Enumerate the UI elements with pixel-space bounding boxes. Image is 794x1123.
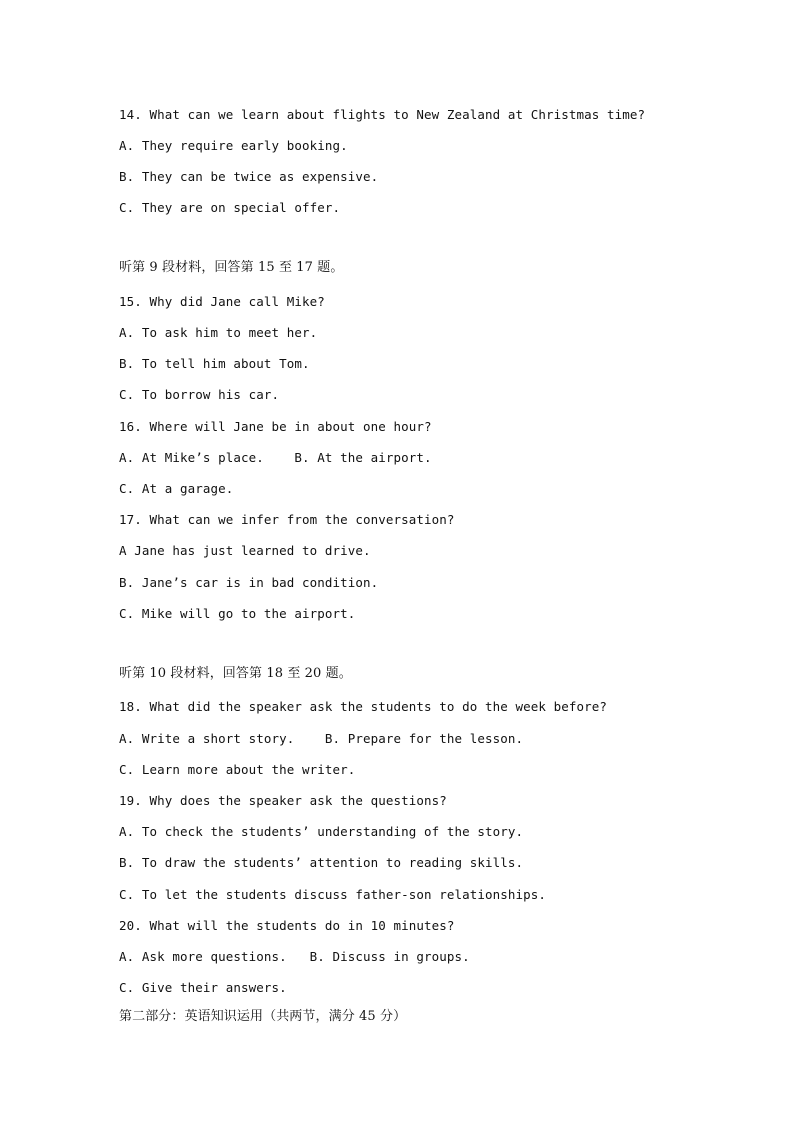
- q20-question: 20. What will the students do in 10 minutes?: [119, 918, 455, 933]
- q14-option-b: B. They can be twice as expensive.: [119, 169, 379, 184]
- q17-question: 17. What can we infer from the conversation?: [119, 512, 455, 527]
- q14-option-a: A. They require early booking.: [119, 138, 348, 153]
- q18-question: 18. What did the speaker ask the students to do the week before?: [119, 699, 608, 714]
- q16-option-c: C. At a garage.: [119, 481, 234, 496]
- q18-option-c: C. Learn more about the writer.: [119, 762, 356, 777]
- q20-options-ab: A. Ask more questions. B. Discuss in groups.: [119, 949, 470, 964]
- q15-option-a: A. To ask him to meet her.: [119, 325, 318, 340]
- q14-question: 14. What can we learn about flights to New Zealand at Christmas time?: [119, 107, 646, 122]
- q15-option-b: B. To tell him about Tom.: [119, 356, 310, 371]
- q16-question: 16. Where will Jane be in about one hour?: [119, 419, 432, 434]
- q16-options-ab: A. At Mike’s place. B. At the airport.: [119, 450, 432, 465]
- q20-option-c: C. Give their answers.: [119, 980, 287, 995]
- q17-option-a: A Jane has just learned to drive.: [119, 543, 371, 558]
- q15-question: 15. Why did Jane call Mike?: [119, 294, 325, 309]
- q19-option-b: B. To draw the students’ attention to reading skills.: [119, 855, 524, 870]
- q18-options-ab: A. Write a short story. B. Prepare for the lesson.: [119, 731, 524, 746]
- q14-option-c: C. They are on special offer.: [119, 200, 341, 215]
- q19-question: 19. Why does the speaker ask the questions?: [119, 793, 447, 808]
- q17-option-b: B. Jane’s car is in bad condition.: [119, 575, 379, 590]
- q19-option-c: C. To let the students discuss father-son relationships.: [119, 887, 547, 902]
- q15-option-c: C. To borrow his car.: [119, 387, 280, 402]
- q19-option-a: A. To check the students’ understanding of the story.: [119, 824, 524, 839]
- q17-option-c: C. Mike will go to the airport.: [119, 606, 356, 621]
- section-9-heading: 听第 9 段材料，回答第 15 至 17 题。: [119, 260, 344, 275]
- section-10-heading: 听第 10 段材料，回答第 18 至 20 题。: [119, 666, 352, 681]
- part-2-heading: 第二部分：英语知识运用（共两节，满分 45 分）: [119, 1009, 407, 1024]
